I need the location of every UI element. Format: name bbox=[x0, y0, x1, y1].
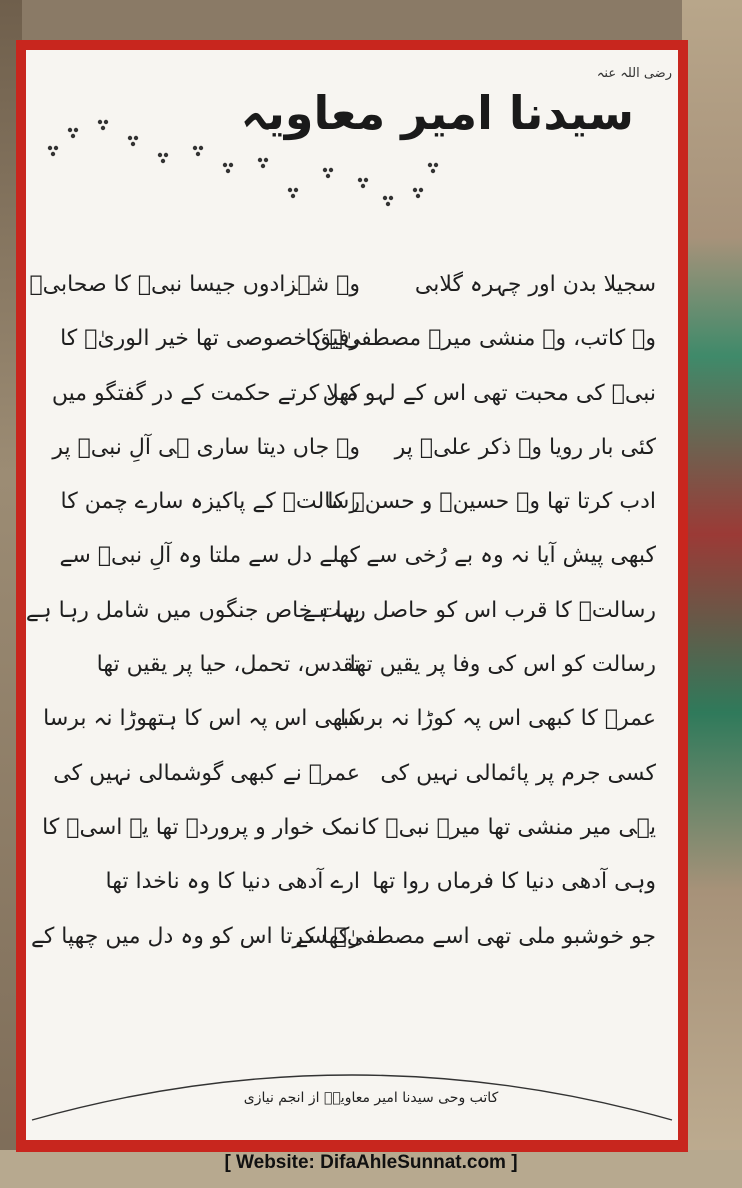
poem-column-right bbox=[295, 258, 656, 964]
verse-line: نبیؐ کی محبت تھی اس کے لہو میں bbox=[322, 380, 656, 406]
verse-line: کبھی اس پہ اس کا ہتھوڑا نہ برسا bbox=[43, 706, 360, 732]
verse-line: بہت خاص جنگوں میں شامل رہا ہے bbox=[25, 597, 360, 623]
verse-line: رکھا کرتا اس کو وہ دل میں چھپا کے bbox=[30, 923, 360, 949]
verse-line: نمک خوار و پروردہ تھا یہ اسیؐ کا bbox=[42, 814, 360, 840]
verse-line: رسالتؐ کے پاکیزہ سارے چمن کا bbox=[60, 489, 360, 515]
dotted-ornament bbox=[30, 110, 440, 220]
honorific: رضی اللہ عنہ bbox=[596, 66, 672, 81]
poem-credit: کاتب وحی سیدنا امیر معاویہؓ از انجم نیازی bbox=[243, 1090, 499, 1106]
verse-line: وہ جاں دیتا ساری ہی آلِ نبیؐ پر bbox=[52, 434, 360, 460]
verse-line: رفیق خصوصی تھا خیر الوریٰؐ کا bbox=[60, 326, 360, 352]
verse-line: تقدس، تحمل، حیا پر یقیں تھا bbox=[96, 652, 360, 678]
verse-line: وہ کاتب، وہ منشی میرے مصطفیٰؐ کا bbox=[305, 326, 656, 352]
verse-line: کئی بار رویا وہ ذکر علیؓ پر bbox=[394, 434, 656, 460]
verse-line: ارے آدھی دنیا کا وہ ناخدا تھا bbox=[105, 869, 360, 895]
verse-line: یہی میر منشی تھا میرے نبیؐ کا bbox=[361, 814, 656, 840]
verse-line: سجیلا بدن اور چہرہ گلابی bbox=[414, 272, 656, 297]
poem-title: سیدنا امیر معاویہ bbox=[240, 86, 634, 140]
verse-line: رسالت کو اس کی وفا پر یقیں تھا bbox=[349, 652, 656, 678]
verse-line: رسالتؐ کا قرب اس کو حاصل رہا ہے bbox=[302, 597, 656, 623]
verse-line: کبھی پیش آیا نہ وہ بے رُخی سے bbox=[366, 543, 656, 569]
website-watermark: [ Website: DifaAhleSunnat.com ] bbox=[224, 1152, 518, 1173]
background-decorative-pattern bbox=[682, 0, 742, 1188]
verse-line: عمرؓ نے کبھی گوشمالی نہیں کی bbox=[53, 760, 360, 786]
verse-line: وہی آدھی دنیا کا فرماں روا تھا bbox=[372, 869, 656, 895]
verse-line: وہ شہزادوں جیسا نبیؐ کا صحابیؓ bbox=[29, 272, 360, 297]
verse-line: جو خوشبو ملی تھی اسے مصطفیٰؐ سے bbox=[295, 923, 656, 949]
verse-line: کھلا کرتے حکمت کے در گفتگو میں bbox=[51, 380, 360, 406]
verse-line: کسی جرم پر پائمالی نہیں کی bbox=[380, 760, 656, 786]
verse-line: عمرؓ کا کبھی اس پہ کوڑا نہ برسا bbox=[340, 706, 656, 732]
verse-line: ادب کرتا تھا وہ حسینؓ و حسنؓ کا bbox=[327, 489, 656, 515]
verse-line: کھلے دل سے ملتا وہ آلِ نبیؐ سے bbox=[59, 543, 360, 569]
poem-column-left bbox=[25, 258, 360, 964]
